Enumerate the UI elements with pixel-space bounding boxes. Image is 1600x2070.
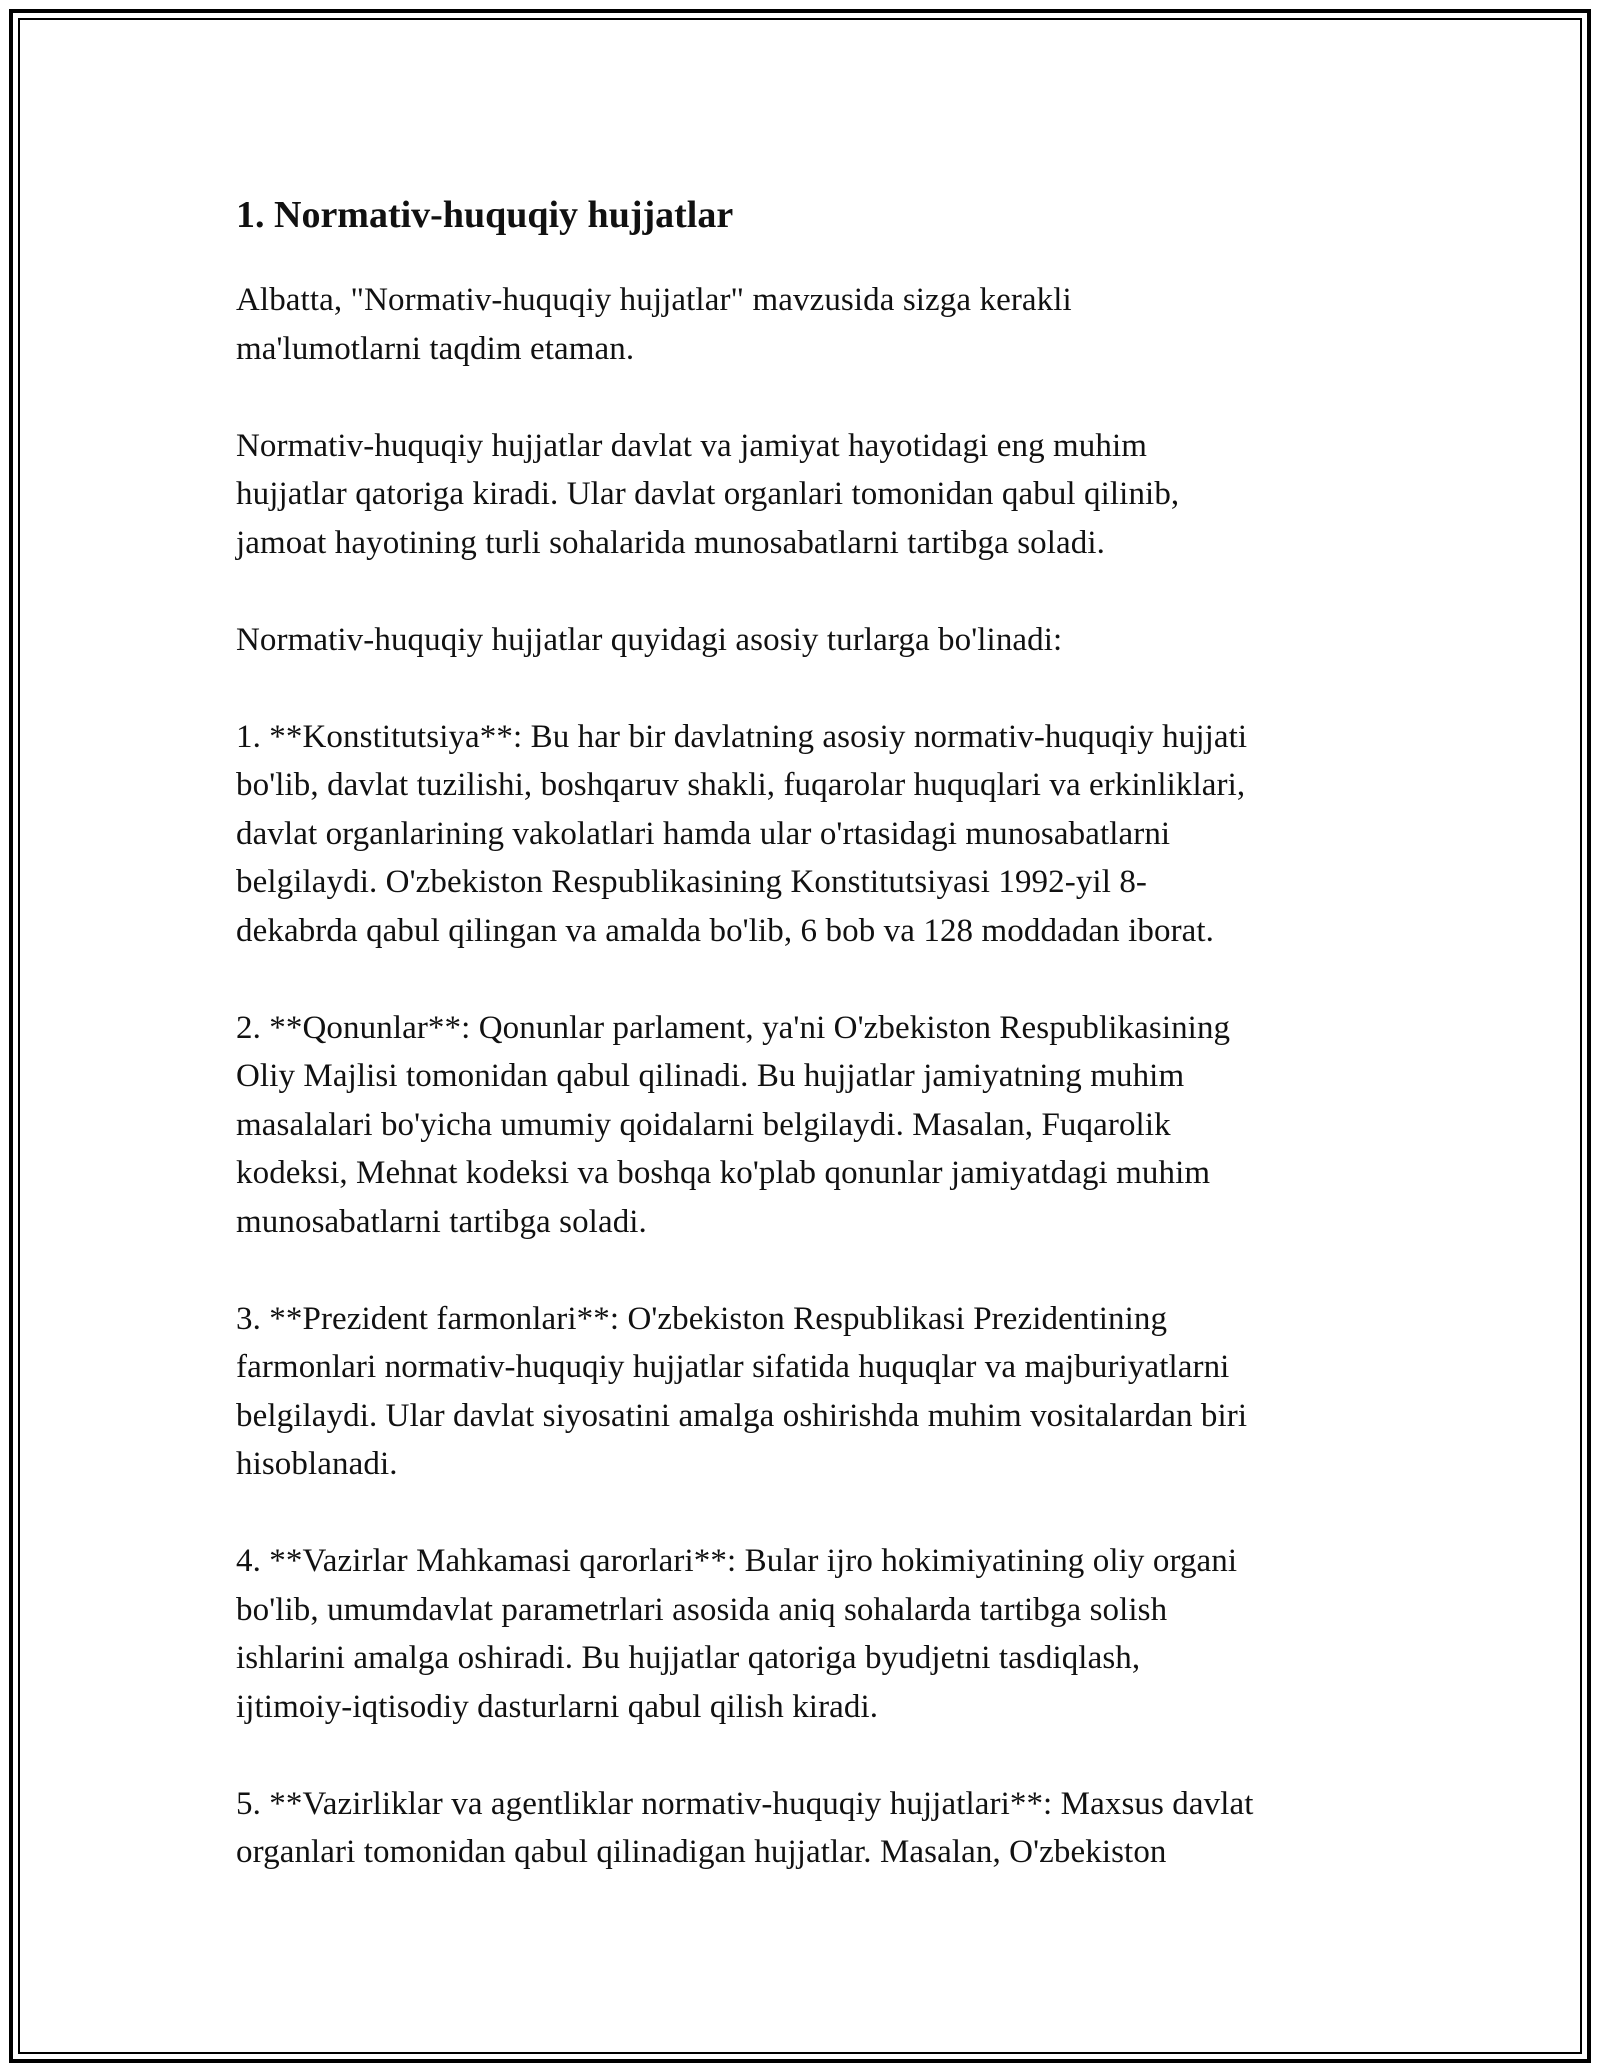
list-item-konstitutsiya xyxy=(236,713,1366,956)
text-line: ishlarini amalga oshiradi. Bu hujjatlar qatoriga byudjetni tasdiqlash, xyxy=(236,1640,1141,1676)
text-line: bo'lib, davlat tuzilishi, boshqaruv shakli, fuqarolar huquqlari va erkinliklari, xyxy=(236,767,1246,803)
text-line: hisoblanadi. xyxy=(236,1446,398,1482)
list-item-prezident-farmonlari xyxy=(236,1295,1366,1489)
text-line: ijtimoiy-iqtisodiy dasturlarni qabul qilish kiradi. xyxy=(236,1688,879,1725)
text-line: farmonlari normativ-huquqiy hujjatlar sifatida huquqlar va majburiyatlarni xyxy=(236,1349,1230,1385)
text-line: Oliy Majlisi tomonidan qabul qilinadi. Bu hujjatlar jamiyatning muhim xyxy=(236,1058,1185,1094)
list-item-qonunlar xyxy=(236,1004,1366,1247)
text-line: jamoat hayotining turli sohalarida munosabatlarni tartibga soladi. xyxy=(236,524,1105,561)
paragraph-overview xyxy=(236,422,1366,568)
document-body xyxy=(236,186,1366,1877)
text-line: Normativ-huquqiy hujjatlar davlat va jamiyat hayotidagi eng muhim xyxy=(236,427,1148,464)
text-line: 4. **Vazirlar Mahkamasi qarorlari**: Bular ijro hokimiyatining oliy organi xyxy=(236,1543,1238,1579)
list-item-vazirliklar-agentliklar xyxy=(236,1780,1366,1877)
text-line: kodeksi, Mehnat kodeksi va boshqa ko'plab qonunlar jamiyatdagi muhim xyxy=(236,1155,1211,1191)
text-line: masalalari bo'yicha umumiy qoidalarni belgilaydi. Masalan, Fuqarolik xyxy=(236,1106,1171,1143)
paragraph-intro xyxy=(236,276,1366,373)
document-heading: 1. Normativ-huquqiy hujjatlar xyxy=(236,194,734,236)
text-line: belgilaydi. O'zbekiston Respublikasining Konstitutsiyasi 1992-yil 8- xyxy=(236,864,1148,900)
list-item-vazirlar-mahkamasi xyxy=(236,1537,1366,1731)
text-line: 1. **Konstitutsiya**: Bu har bir davlatning asosiy normativ-huquqiy hujjati xyxy=(236,718,1248,755)
text-line: ma'lumotlarni taqdim etaman. xyxy=(236,330,635,367)
text-line: Albatta, "Normativ-huquqiy hujjatlar" mavzusida sizga kerakli xyxy=(236,282,1072,318)
text-line: munosabatlarni tartibga soladi. xyxy=(236,1203,647,1240)
text-line: belgilaydi. Ular davlat siyosatini amalga oshirishda muhim vositalardan biri xyxy=(236,1397,1248,1434)
text-line: dekabrda qabul qilingan va amalda bo'lib, 6 bob va 128 moddadan iborat. xyxy=(236,912,1215,949)
text-line: organlari tomonidan qabul qilinadigan hujjatlar. Masalan, O'zbekiston xyxy=(236,1834,1167,1870)
paragraph-types-intro xyxy=(236,616,1366,665)
text-line: davlat organlarining vakolatlari hamda ular o'rtasidagi munosabatlarni xyxy=(236,815,1171,852)
text-line: Normativ-huquqiy hujjatlar quyidagi asosiy turlarga bo'linadi: xyxy=(236,621,1063,658)
text-line: 3. **Prezident farmonlari**: O'zbekiston Respublikasi Prezidentining xyxy=(236,1300,1168,1337)
text-line: hujjatlar qatoriga kiradi. Ular davlat organlari tomonidan qabul qilinib, xyxy=(236,476,1180,512)
text-line: 5. **Vazirliklar va agentliklar normativ-huquqiy hujjatlari**: Maxsus davlat xyxy=(236,1785,1254,1822)
text-line: bo'lib, umumdavlat parametrlari asosida aniq sohalarda tartibga solish xyxy=(236,1591,1168,1628)
text-line: 2. **Qonunlar**: Qonunlar parlament, ya'ni O'zbekiston Respublikasining xyxy=(236,1009,1231,1046)
